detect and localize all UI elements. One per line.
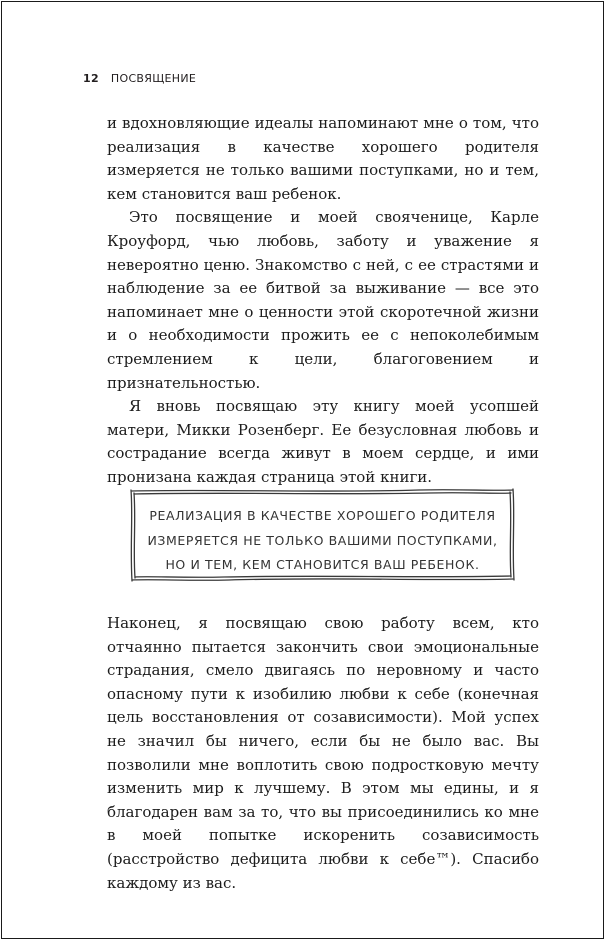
page [1, 1, 604, 939]
body-text-top [107, 112, 539, 490]
pull-quote-text [129, 504, 516, 578]
paragraph: Наконец, я посвящаю свою работу всем, кто отчаянно пытается закончить свои эмоциональные страдания, смело двигаясь по неровному и часто опасному пути к изобилию любви к себе (конечная цель восстановления от созависимости). Мой успех не значил бы ничего, если бы не было вас. Вы позволили мне воплотить свою подростковую мечту изменить мир к лучшему. В этом мы едины, и я благодарен вам за то, что вы присоединились ко мне в моей попытке искоренить созависимость (расстройство дефицита любви к себе™). Спасибо каждому из вас. [107, 614, 539, 892]
pull-quote-line: РЕАЛИЗАЦИЯ В КАЧЕСТВЕ ХОРОШЕГО РОДИТЕЛЯ [149, 508, 496, 523]
page-number: 12 [83, 72, 99, 85]
paragraph: и вдохновляющие идеалы напоминают мне о том, что реализация в качестве хорошего родителя измеряется не только вашими поступками, но и тем, кем становится ваш ребенок. [107, 114, 539, 203]
paragraph: Это посвящение и моей свояченице, Карле Кроуфорд, чью любовь, заботу и уважение я невероятно ценю. Знакомство с ней, с ее страстями и наблюдение за ее битвой за выживание — все это напоминает мне о ценности этой скоротечной жизни и о необходимости прожить ее с непоколебимым стремлением к цели, благоговением и признательностью. [107, 208, 539, 392]
body-text-bottom [107, 612, 539, 895]
section-title: ПОСВЯЩЕНИЕ [110, 72, 197, 85]
pull-quote-line: НО И ТЕМ, КЕМ СТАНОВИТСЯ ВАШ РЕБЕНОК. [165, 557, 480, 572]
pull-quote [129, 487, 516, 583]
paragraph: Я вновь посвящаю эту книгу моей усопшей матери, Микки Розенберг. Ее безусловная любовь и сострадание всегда живут в моем сердце, и ими пронизана каждая страница этой книги. [107, 397, 539, 486]
running-head [83, 72, 196, 85]
pull-quote-line: ИЗМЕРЯЕТСЯ НЕ ТОЛЬКО ВАШИМИ ПОСТУПКАМИ, [147, 532, 498, 548]
